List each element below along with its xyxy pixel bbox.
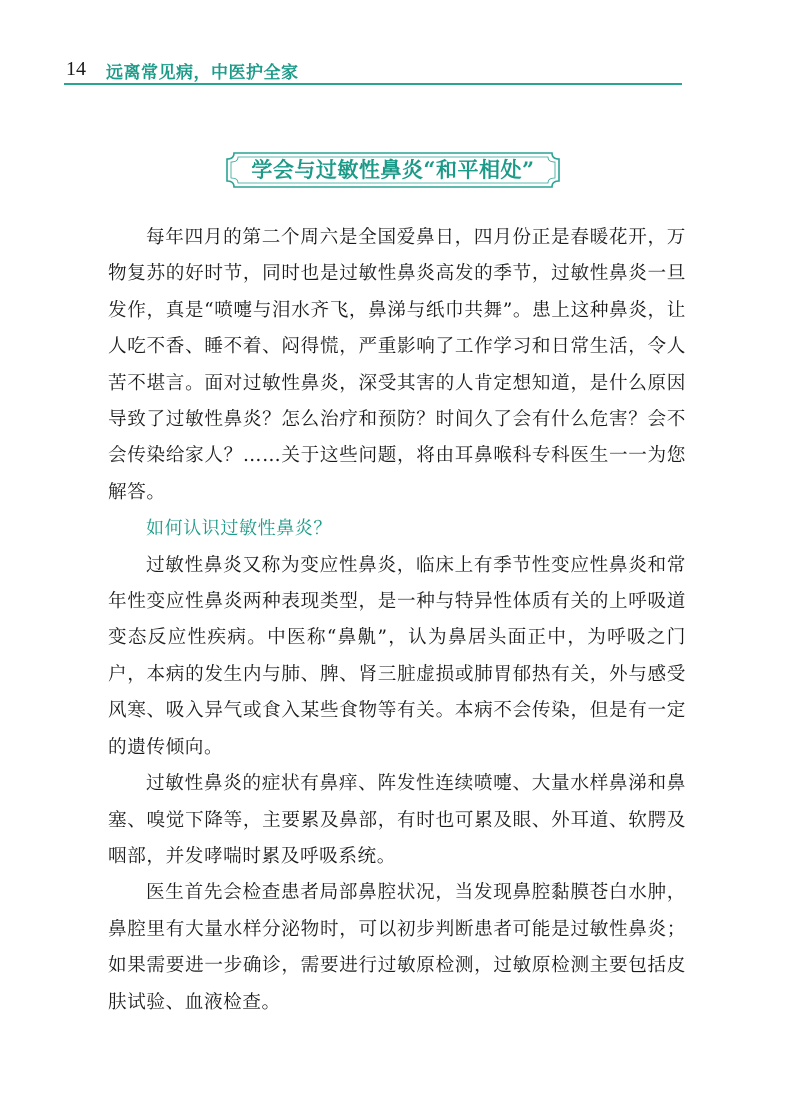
page-number: 14: [66, 58, 86, 80]
article-body: [108, 220, 686, 1021]
header-rule: [64, 83, 682, 85]
subheading: 如何认识过敏性鼻炎？: [146, 518, 332, 540]
page-header: [0, 38, 790, 88]
paragraph: 每年四月的第二个周六是全国爱鼻日，四月份正是春暖花开，万物复苏的好时节，同时也是过敏性鼻炎高发的季节，过敏性鼻炎一旦发作，真是“喷嚏与泪水齐飞，鼻涕与纸巾共舞”。患上这种鼻炎，让人吃不香、睡不着、闷得慌，严重影响了工作学习和日常生活，令人苦不堪言。面对过敏性鼻炎，深受其害的人肯定想知道，是什么原因导致了过敏性鼻炎？怎么治疗和预防？时间久了会有什么危害？会不会传染给家人？……关于这些问题，将由耳鼻喉科专科医生一一为您解答。: [108, 227, 686, 503]
paragraph: 过敏性鼻炎的症状有鼻痒、阵发性连续喷嚏、大量水样鼻涕和鼻塞、嗅觉下降等，主要累及鼻部，有时也可累及眼、外耳道、软腭及咽部，并发哮喘时累及呼吸系统。: [108, 773, 686, 867]
section-title-frame: [224, 150, 562, 190]
paragraph: 医生首先会检查患者局部鼻腔状况，当发现鼻腔黏膜苍白水肿，鼻腔里有大量水样分泌物时，可以初步判断患者可能是过敏性鼻炎；如果需要进一步确诊，需要进行过敏原检测，过敏原检测主要包括皮肤试验、血液检查。: [108, 882, 686, 1013]
section-title: 学会与过敏性鼻炎“和平相处”: [251, 157, 535, 182]
book-title: 远离常见病，中医护全家: [106, 63, 299, 83]
paragraph: 过敏性鼻炎又称为变应性鼻炎，临床上有季节性变应性鼻炎和常年性变应性鼻炎两种表现类型，是一种与特异性体质有关的上呼吸道变态反应性疾病。中医称“鼻鼽”，认为鼻居头面正中，为呼吸之门户，本病的发生内与肺、脾、肾三脏虚损或肺胃郁热有关，外与感受风寒、吸入异气或食入某些食物等有关。本病不会传染，但是有一定的遗传倾向。: [108, 554, 686, 758]
